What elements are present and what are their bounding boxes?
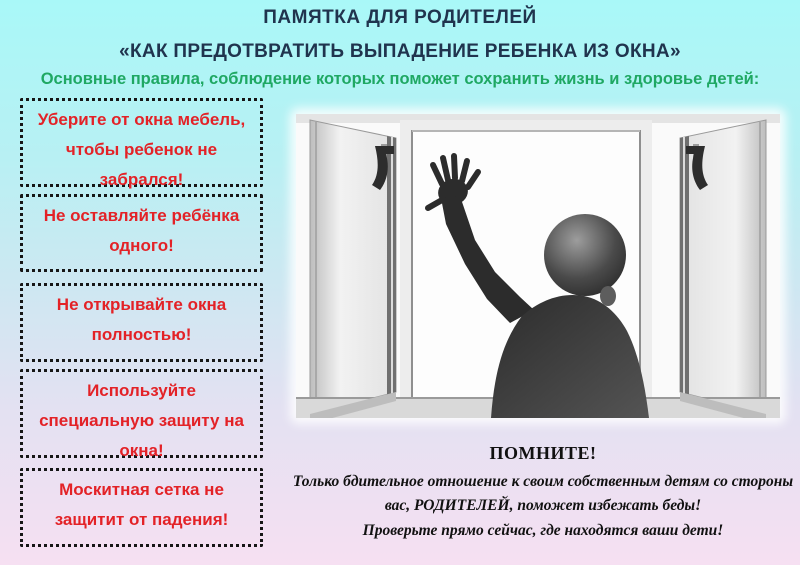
remember-call-to-action: Проверьте прямо сейчас, где находятся ваши дети!	[362, 522, 724, 539]
rule-text-3: Не открывайте окна полностью!	[56, 295, 227, 344]
rule-box-1	[20, 98, 263, 187]
rule-text-5: Москитная сетка не защитит от падения!	[54, 480, 229, 529]
rule-text-2: Не оставляйте ребёнка одного!	[43, 206, 240, 255]
rule-text-4: Используйте специальную защиту на окна!	[39, 381, 244, 460]
rule-box-2	[20, 194, 263, 272]
remember-title: ПОМНИТЕ!	[489, 443, 597, 463]
remember-body: Только бдительное отношение к своим собственным детям со стороны вас, РОДИТЕЛЕЙ, поможет избежать беды!	[292, 473, 794, 515]
window-scene	[296, 114, 780, 418]
intro-line: Основные правила, соблюдение которых поможет сохранить жизнь и здоровье детей:	[40, 70, 760, 88]
rule-box-4	[20, 369, 263, 458]
rule-box-5	[20, 468, 263, 547]
page-title: ПАМЯТКА ДЛЯ РОДИТЕЛЕЙ	[263, 7, 537, 28]
child-at-window-photo	[296, 114, 780, 418]
rule-text-1: Уберите от окна мебель, чтобы ребенок не забрался!	[37, 110, 246, 189]
rule-box-3	[20, 283, 263, 362]
page-subtitle: «КАК ПРЕДОТВРАТИТЬ ВЫПАДЕНИЕ РЕБЕНКА ИЗ ОКНА»	[119, 41, 681, 62]
